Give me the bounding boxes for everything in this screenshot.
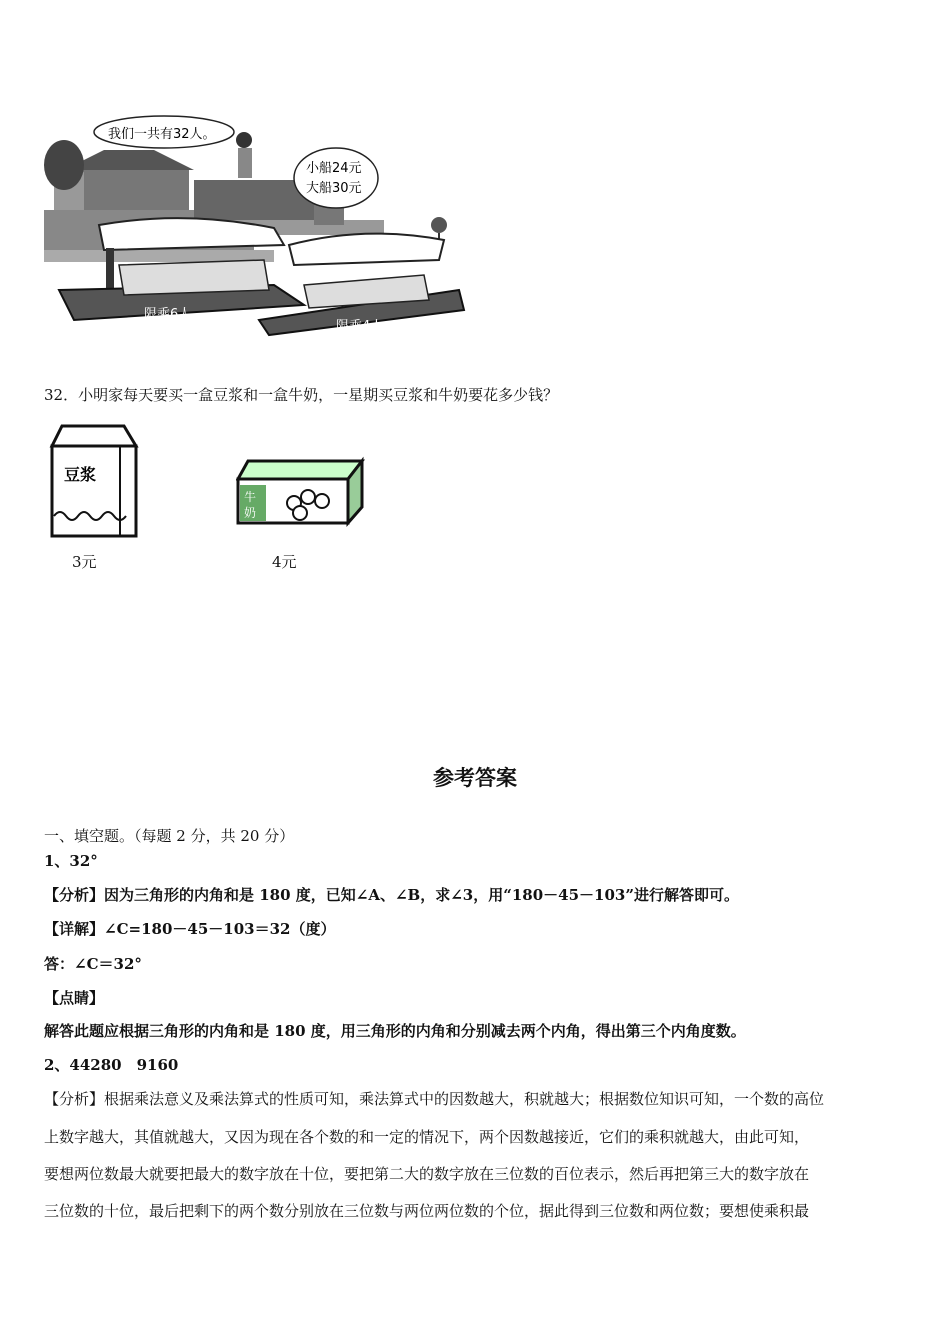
answer-2-analysis-line: 三位数的十位，最后把剩下的两个数分别放在三位数与两位两位数的个位，据此得到三位数和两位数；要想使乘积最 xyxy=(44,1202,810,1220)
soy-label: 豆浆 xyxy=(64,465,97,484)
boat-big-label: 限乘6人 xyxy=(144,307,192,322)
answer-2-analysis-line: 要想两位数最大就要把最大的数字放在十位，要把第二大的数字放在三位数的百位表示，然后再把第三大的数字放在 xyxy=(44,1165,810,1183)
answer-1-comment-title: 【点睛】 xyxy=(44,989,105,1007)
section-1-title: 一、填空题。（每题 2 分，共 20 分） xyxy=(44,827,295,845)
answer-1-detail: 【详解】∠C=180－45－103＝32（度） xyxy=(44,920,336,938)
milk-box xyxy=(236,455,366,530)
answer-1: 1、32° xyxy=(44,852,98,870)
soy-milk-carton xyxy=(44,418,144,543)
boat-small-label: 限乘4人 xyxy=(336,319,384,334)
milk-price: 4元 xyxy=(272,553,297,571)
milk-label-1: 牛 xyxy=(244,490,257,504)
answer-1-analysis: 【分析】因为三角形的内角和是 180 度，已知∠A、∠B，求∠3，用“180－45－103”进行解答即可。 xyxy=(44,886,739,904)
boat-rental-picture xyxy=(44,110,474,340)
soy-price: 3元 xyxy=(72,553,97,571)
answer-2: 2、44280 9160 xyxy=(44,1056,179,1074)
milk-label-2: 奶 xyxy=(244,506,257,520)
question-32: 32．小明家每天要买一盒豆浆和一盒牛奶，一星期买豆浆和牛奶要花多少钱？ xyxy=(44,386,559,404)
answer-2-analysis-line: 【分析】根据乘法意义及乘法算式的性质可知，乘法算式中的因数越大，积就越大；根据数位知识可知，一个数的高位 xyxy=(44,1090,825,1108)
answer-2-analysis-line: 上数字越大，其值就越大，又因为现在各个数的和一定的情况下，两个因数越接近，它们的乘积就越大，由此可知， xyxy=(44,1128,810,1146)
answer-1-comment: 解答此题应根据三角形的内角和是 180 度，用三角形的内角和分别减去两个内角，得出第三个内角度数。 xyxy=(44,1022,746,1040)
answer-1-final: 答：∠C＝32° xyxy=(44,955,142,973)
answers-heading: 参考答案 xyxy=(433,766,517,790)
price-big-text: 大船30元 xyxy=(306,181,362,196)
price-small-text: 小船24元 xyxy=(306,161,362,176)
speech-text: 我们一共有32人。 xyxy=(108,127,216,142)
